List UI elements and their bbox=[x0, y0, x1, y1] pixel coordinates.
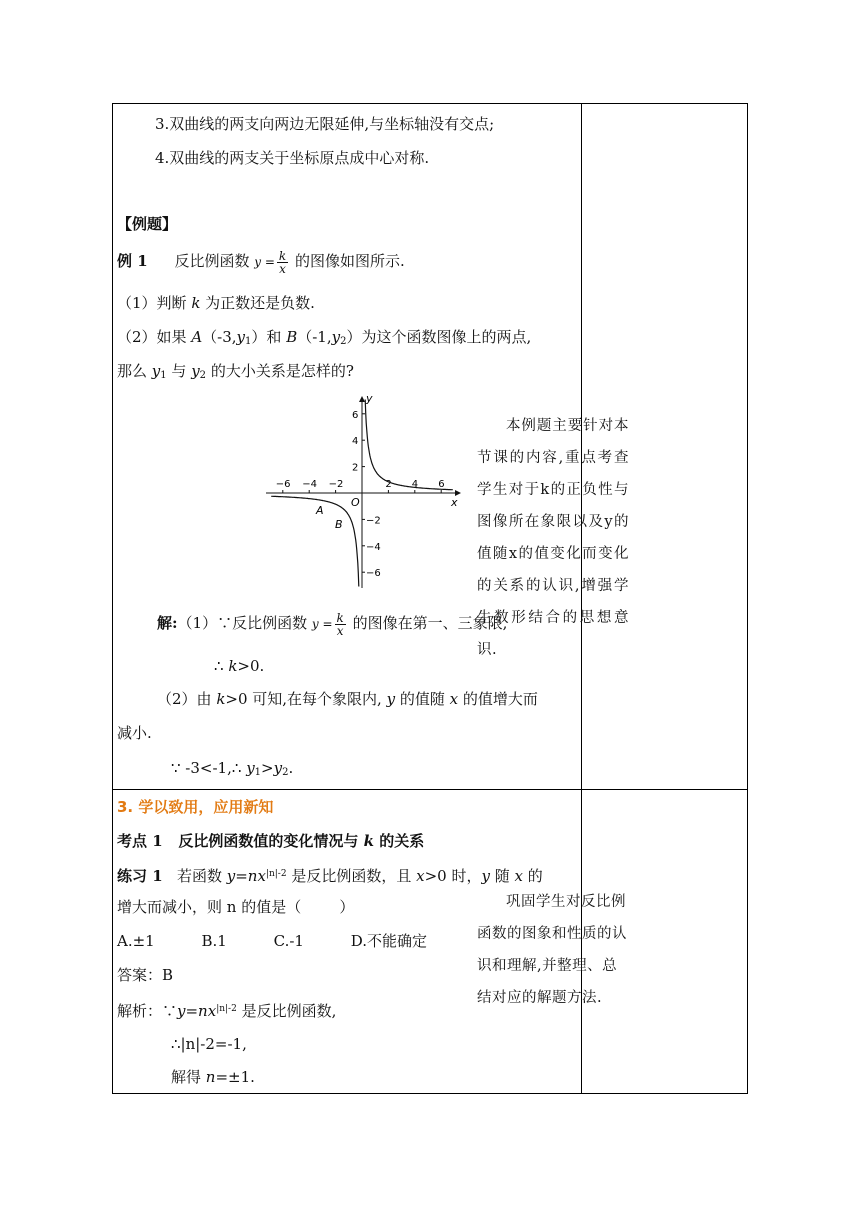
x-ticks bbox=[276, 479, 445, 493]
s2-b: >0 可知,在每个象限内, bbox=[225, 690, 387, 708]
y-tick-label: 2 bbox=[352, 462, 359, 474]
hyperbola-branch-q1 bbox=[365, 400, 453, 490]
y-tick-label: −2 bbox=[366, 515, 381, 527]
an-b: 是反比例函数, bbox=[236, 1002, 337, 1020]
solution-2-line-2: 减小. bbox=[117, 724, 152, 742]
q2l2-y2: y bbox=[191, 362, 200, 380]
an3-b: =±1. bbox=[215, 1068, 255, 1086]
x-tick-label: 6 bbox=[438, 479, 445, 490]
option-c: C.-1 bbox=[273, 932, 304, 950]
q2-b: （-3, bbox=[202, 328, 237, 346]
example-heading: 【例题】 bbox=[117, 215, 178, 233]
formula-lhs: y = bbox=[254, 255, 275, 269]
question-1 bbox=[117, 293, 315, 313]
analysis-line-2: ∴|n|-2=-1, bbox=[171, 1035, 247, 1053]
example-label: 例 1 bbox=[117, 252, 148, 270]
point-a-label: A bbox=[316, 504, 324, 517]
option-d: D.不能确定 bbox=[350, 932, 427, 950]
solution-label: 解: bbox=[157, 614, 178, 632]
s2l3-sub2: 2 bbox=[282, 767, 289, 778]
lx-c: >0 时， bbox=[424, 867, 482, 885]
q1-text-a: （1）判断 bbox=[117, 294, 192, 312]
an-exp: |n|-2 bbox=[216, 1004, 237, 1014]
s2-k: k bbox=[216, 690, 226, 708]
lx-x2: x bbox=[514, 867, 523, 885]
question-2-line-2 bbox=[117, 361, 354, 386]
s2l3-gt: > bbox=[261, 759, 274, 777]
q2l2-b: 与 bbox=[166, 362, 192, 380]
q2-point-b: B bbox=[286, 328, 298, 346]
an3-n: n bbox=[205, 1068, 216, 1086]
q2-sub2: 2 bbox=[340, 336, 347, 347]
lx-x: x bbox=[416, 867, 425, 885]
s2l3-a: ∵ -3<-1,∴ bbox=[171, 759, 247, 777]
q2l2-a: 那么 bbox=[117, 362, 152, 380]
s2l3-y1: y bbox=[246, 759, 255, 777]
solution-2-line-1 bbox=[157, 689, 538, 709]
q2-y: y bbox=[236, 328, 246, 346]
y-tick-label: 4 bbox=[352, 436, 359, 448]
s2l3-end: . bbox=[288, 759, 294, 777]
example-1-intro bbox=[117, 248, 405, 274]
s1c-k: k bbox=[228, 657, 238, 675]
lianxi-1-line-2: 增大而减小，则 n 的值是（ ） bbox=[117, 898, 355, 916]
s2l3-y2: y bbox=[273, 759, 283, 777]
solution-1-b: 的图像在第一、三象限, bbox=[352, 614, 508, 632]
formula2-num: k bbox=[336, 610, 344, 625]
q1-k: k bbox=[191, 294, 201, 312]
y-axis-label: y bbox=[366, 392, 373, 405]
x-axis-label: x bbox=[451, 496, 458, 509]
x-tick-label: −2 bbox=[328, 479, 344, 490]
answer: 答案：B bbox=[117, 966, 174, 984]
x-tick-label: −4 bbox=[302, 479, 317, 490]
property-3: 3.双曲线的两支向两边无限延伸,与坐标轴没有交点; bbox=[155, 115, 495, 133]
origin-label: O bbox=[351, 496, 360, 509]
solution-2-line-3 bbox=[171, 758, 293, 783]
kaodian-text: 反比例函数值的变化情况与 bbox=[162, 832, 364, 850]
x-tick-label: −6 bbox=[275, 479, 291, 490]
q2-d: （-1, bbox=[297, 328, 332, 346]
q1-text-b: 为正数还是负数. bbox=[200, 294, 315, 312]
s1c-a: ∴ bbox=[214, 657, 229, 675]
s2-d: 的值增大而 bbox=[458, 690, 538, 708]
s2-x: x bbox=[449, 690, 459, 708]
solution-1-a: （1）∵反比例函数 bbox=[177, 614, 308, 632]
formula-den: x bbox=[279, 261, 286, 276]
example-intro-before: 反比例函数 bbox=[174, 252, 250, 270]
lx-func: y=nx bbox=[226, 867, 266, 885]
question-2-line-1 bbox=[117, 327, 531, 352]
lx-b: 是反比例函数，且 bbox=[286, 867, 417, 885]
kaodian-1 bbox=[117, 831, 424, 851]
q2-sub1: 1 bbox=[245, 336, 252, 347]
lx-exp: |n|-2 bbox=[265, 869, 287, 879]
options bbox=[117, 931, 427, 951]
option-a: A.±1 bbox=[117, 932, 155, 950]
q2l2-sub1: 1 bbox=[160, 370, 167, 381]
an-a: 解析：∵ bbox=[117, 1002, 178, 1020]
s2-a: （2）由 bbox=[157, 690, 217, 708]
s2-y: y bbox=[386, 690, 396, 708]
hyperbola-branch-q3 bbox=[271, 496, 359, 586]
solution-1 bbox=[157, 610, 507, 636]
x-tick-label: 4 bbox=[411, 479, 419, 490]
y-tick-label: −6 bbox=[366, 568, 381, 580]
q2-c: ）和 bbox=[251, 328, 287, 346]
q2l2-y: y bbox=[151, 362, 161, 380]
q2-y2: y bbox=[331, 328, 341, 346]
formula2-fraction bbox=[335, 612, 346, 637]
lx-y: y bbox=[481, 867, 490, 885]
formula-fraction bbox=[277, 250, 288, 275]
q2l2-c: 的大小关系是怎样的? bbox=[206, 362, 354, 380]
example-intro-after: 的图像如图所示. bbox=[294, 252, 405, 270]
lx-e: 的 bbox=[522, 867, 543, 885]
analysis-line-1 bbox=[117, 999, 336, 1021]
an3-a: 解得 bbox=[171, 1068, 206, 1086]
formula2-lhs: y = bbox=[311, 617, 333, 631]
option-b: B.1 bbox=[201, 932, 227, 950]
x-tick-label: 2 bbox=[385, 479, 392, 490]
y-ticks bbox=[352, 410, 381, 579]
s2l3-sub1: 1 bbox=[254, 767, 262, 778]
y-tick-label: −4 bbox=[366, 541, 381, 553]
solution-1-conclusion bbox=[214, 656, 264, 676]
kaodian-k: k bbox=[363, 832, 374, 850]
y-tick-label: 6 bbox=[352, 409, 359, 421]
analysis-line-3 bbox=[171, 1067, 255, 1087]
kaodian-label: 考点 1 bbox=[117, 832, 163, 850]
kaodian-tail: 的关系 bbox=[373, 832, 425, 850]
section-3-title: 3. 学以致用，应用新知 bbox=[117, 798, 274, 816]
formula-num: k bbox=[278, 248, 287, 263]
q2-e: ）为这个函数图像上的两点, bbox=[346, 328, 532, 346]
s1c-b: >0. bbox=[237, 657, 265, 675]
q2-a: （2）如果 bbox=[117, 328, 192, 346]
lianxi-label: 练习 1 bbox=[117, 867, 163, 885]
hyperbola-graph bbox=[262, 392, 467, 590]
point-b-label: B bbox=[335, 518, 343, 531]
row-divider bbox=[113, 789, 747, 790]
q2l2-sub2: 2 bbox=[199, 370, 207, 381]
lianxi-1-line-1 bbox=[117, 864, 543, 886]
lx-a: 若函数 bbox=[162, 867, 227, 885]
property-4: 4.双曲线的两支关于坐标原点成中心对称. bbox=[155, 149, 430, 167]
s2-c: 的值随 bbox=[395, 690, 450, 708]
teaching-note-2: 巩固学生对反比例函数的图象和性质的认识和理解,并整理、总结对应的解题方法. bbox=[477, 894, 627, 1006]
an-func: y=nx bbox=[177, 1002, 217, 1020]
lx-d: 随 bbox=[489, 867, 515, 885]
formula2-den: x bbox=[336, 623, 344, 638]
teaching-note-1: 本例题主要针对本节课的内容,重点考查学生对于k的正负性与图像所在象限以及y的值随x的值变化而变化的关系的认识,增强学生数形结合的思想意识. bbox=[477, 418, 629, 658]
q2-point-a: A bbox=[191, 328, 203, 346]
